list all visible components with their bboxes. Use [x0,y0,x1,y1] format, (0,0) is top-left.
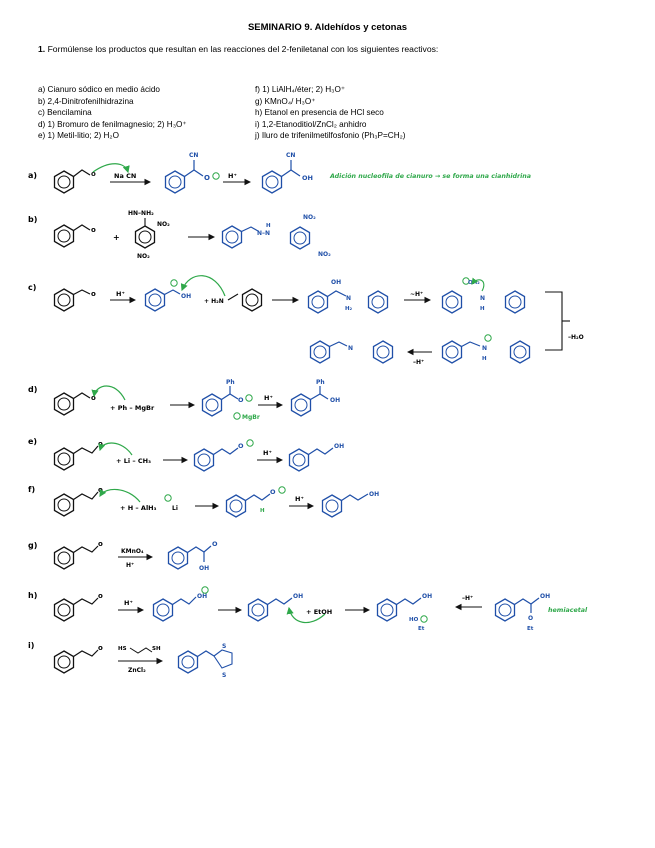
reagent-etoh: + EtOH [306,608,333,616]
benzene-ring [55,393,74,415]
label-hydrazine: HN–NH₂ [128,210,154,217]
benzene-ring-blue [166,171,185,193]
benzene-ring-blue [369,291,388,313]
row-i [28,641,232,679]
reagent-lialh4: + H – AlH₃ [120,504,157,512]
label-minus-water: –H₂O [568,334,584,341]
label-oh: OH [330,397,341,404]
label-oh: OH [334,443,345,450]
step-minus-h: –H⁺ [413,359,425,366]
benzene-ring-blue [227,495,246,517]
row-b-label: b) [28,215,38,224]
label-oh: OH [422,593,433,600]
label-oh: OH [331,279,342,286]
label-o: O [212,540,218,548]
benzene-ring-blue [309,291,328,313]
label-n: N [346,295,352,302]
label-o: O [528,615,534,622]
svg-text:o: o [91,226,96,234]
page-title: SEMINARIO 9. Aldehídos y cetonas [247,22,408,33]
label-n: N [480,295,486,302]
benzene-ring [136,226,155,248]
label-li: Li [172,505,178,512]
label-h: H [266,223,271,229]
label-s: S [222,672,227,679]
reagent-hs: HS [118,646,127,652]
option-d: d) 1) Bromuro de fenilmagnesio; 2) H₃O⁺ [38,119,187,129]
label-sh: SH [152,646,161,652]
benzene-ring [55,171,74,193]
label-o-minus: O [270,488,276,496]
reagent-phmgbr: + Ph – MgBr [110,404,155,412]
svg-text:o: o [91,170,96,178]
question-number: 1. [38,44,46,54]
row-f [28,485,379,517]
label-et: Et [418,626,425,632]
benzene-ring-blue [146,289,165,311]
option-g: g) KMnO₄/ H₃O⁺ [255,96,316,106]
benzene-ring [243,289,262,311]
label-oh2: OH₂ [468,280,480,286]
benzene-ring-blue [223,226,242,248]
svg-text:o: o [98,486,103,494]
reagent-zncl2: ZnCl₂ [128,667,146,674]
label-oh: OH [369,491,380,498]
benzene-ring [55,547,74,569]
option-c: c) Bencilamina [38,108,92,117]
label-h: H [482,356,487,362]
row-g-label: g) [28,541,38,550]
step-minus-h: –H⁺ [462,595,474,602]
benzene-ring-blue [263,171,282,193]
benzene-ring [55,599,74,621]
row-g [28,540,218,572]
label-oh-plus: OH [181,293,192,300]
row-d [28,379,340,421]
label-cn: CN [286,152,296,159]
label-oh: OH [293,593,304,600]
benzene-ring-blue [203,394,222,416]
benzene-ring-blue [292,394,311,416]
benzene-ring-blue [323,495,342,517]
option-j: j) Iluro de trifenilmetilfosfonio (Ph₃P=CH₂) [255,131,406,140]
benzene-ring-blue [154,599,173,621]
step-h-plus: H⁺ [295,495,304,503]
row-h [28,587,588,632]
option-e: e) 1) Metil-litio; 2) H₂O [38,131,119,140]
label-ph: Ph [226,379,235,386]
label-h: H [480,306,485,312]
label-cn: CN [189,152,199,159]
step-h-plus: H⁺ [264,394,273,402]
label-oh-plus: OH [197,593,208,600]
label-oh: OH [540,593,551,600]
benzene-ring-blue [195,449,214,471]
benzene-ring-blue [169,547,188,569]
row-e [28,437,344,471]
label-h: H [260,508,265,514]
row-i-label: i) [28,641,35,650]
step-h-plus: H⁺ [124,599,133,607]
option-i: i) 1,2-Etanoditiol/ZnCl₂ anhidro [255,119,367,129]
label-no2: NO₂ [157,221,170,228]
reagent-nacn: Na CN [114,172,137,180]
svg-text:o: o [91,394,96,402]
label-mgbr: MgBr [242,414,260,421]
svg-text:HO: HO [409,617,419,623]
row-f-label: f) [28,485,36,494]
step-h-plus: H⁺ [228,172,237,180]
label-n: N [348,345,354,352]
option-f: f) 1) LiAlH₄/éter; 2) H₃O⁺ [255,85,346,94]
benzene-ring-blue [511,341,530,363]
label-no2: NO₂ [137,253,150,260]
label-no2: NO₂ [318,251,331,258]
label-amine: + H₂N [204,298,224,305]
label-nn: N–N [257,230,271,237]
label-o-minus: O [238,442,244,450]
benzene-ring-blue [311,341,330,363]
row-a [28,152,531,193]
benzene-ring-blue [378,599,397,621]
plus-sign: + [113,233,120,242]
svg-text:o: o [91,290,96,298]
benzene-ring [55,225,74,247]
step-h-plus: H⁺ [263,449,272,457]
step-h-plus: H⁺ [116,290,125,298]
svg-text:o: o [98,440,103,448]
label-s: S [222,643,227,650]
benzene-ring [55,494,74,516]
label-oh: OH [302,174,313,182]
benzene-ring-blue [290,449,309,471]
benzene-ring-blue [249,599,268,621]
row-c [28,276,584,366]
reagent-kmno4: KMnO₄ [121,548,144,555]
benzene-ring [55,289,74,311]
row-a-label: a) [28,171,38,180]
benzene-ring [55,651,74,673]
row-b [28,210,331,260]
question-text: Formúlense los productos que resultan en las reacciones del 2-feniletanal con los siguientes reactivos: [47,44,439,54]
label-oh: OH [199,565,210,572]
row-h-label: h) [28,591,38,600]
option-h: h) Etanol en presencia de HCl seco [255,108,384,117]
option-b: b) 2,4-Dinitrofenilhidrazina [38,96,134,106]
benzene-ring-blue [443,291,462,313]
step-h-plus: H⁺ [126,562,135,569]
benzene-ring-blue [506,291,525,313]
svg-text:o: o [98,644,103,652]
label-n: N [482,345,488,352]
label-o-minus: O [204,174,210,182]
label-ph: Ph [316,379,325,386]
row-e-label: e) [28,437,38,446]
svg-text:o: o [98,592,103,600]
note-cianhidrina: Adición nucleofila de cianuro → se forma una cianhidrina [330,173,531,180]
row-d-label: d) [28,385,38,394]
label-et: Et [527,626,534,632]
reagent-meli: + Li – CH₃ [116,457,151,465]
svg-text:o: o [98,540,103,548]
option-a: a) Cianuro sódico en medio ácido [38,85,160,94]
note-hemiacetal: hemiacetal [548,607,588,614]
row-c-label: c) [28,283,37,292]
label-o-minus: O [238,396,244,404]
step-proton-shift: ~H⁺ [410,291,424,298]
benzene-ring-blue [291,227,310,249]
label-no2: NO₂ [303,214,316,221]
benzene-ring-blue [374,341,393,363]
benzene-ring-blue [443,341,462,363]
label-h2: H₂ [345,306,353,312]
benzene-ring-blue [179,651,198,673]
benzene-ring-blue [496,599,515,621]
benzene-ring [55,448,74,470]
